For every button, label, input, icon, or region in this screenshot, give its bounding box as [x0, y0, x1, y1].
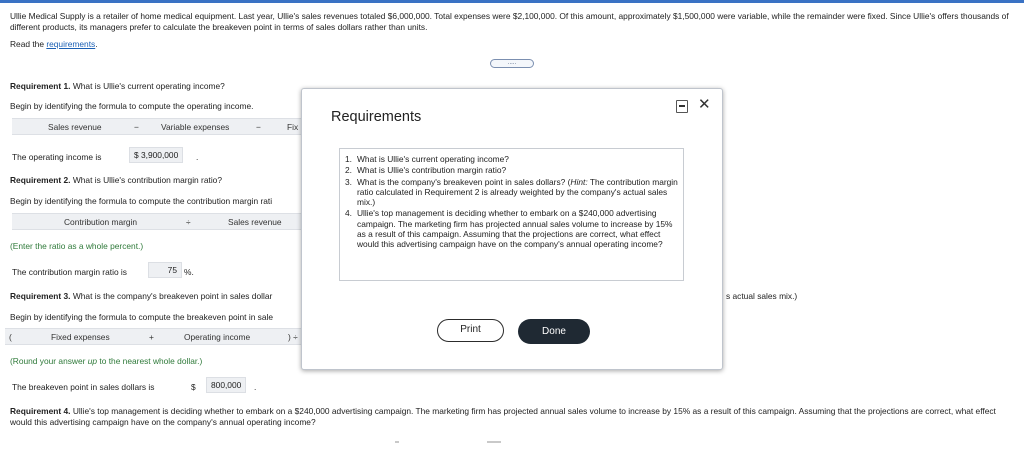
read-requirements-line: Read the requirements. — [10, 39, 98, 49]
requirements-list — [339, 148, 684, 281]
expand-ellipsis-button[interactable]: ..... — [490, 59, 534, 68]
formula-term-fixed-expenses[interactable]: Fix — [287, 122, 299, 132]
requirements-modal — [301, 88, 723, 370]
formula-term-variable-expenses[interactable]: Variable expenses — [161, 122, 230, 132]
requirement-3-heading: Requirement 3. What is the company's breakeven point in sales dollar — [10, 291, 273, 301]
requirement-3-instruction: Begin by identifying the formula to compute the breakeven point in sale — [10, 312, 274, 322]
ratio-entry-note: (Enter the ratio as a whole percent.) — [10, 241, 144, 251]
formula-term-contribution-margin[interactable]: Contribution margin — [64, 217, 138, 227]
list-item: 3. What is the company's breakeven point in sales dollars? (Hint: The contribution margin ratio calculated in Requirement 2 is already weighted by the company's actual sales mix.) — [345, 176, 678, 208]
requirement-2-instruction: Begin by identifying the formula to compute the contribution margin rati — [10, 196, 273, 206]
cm-ratio-formula — [12, 213, 302, 230]
intro-section — [10, 11, 1010, 50]
rounding-note: (Round your answer up to the nearest whole dollar.) — [10, 356, 203, 366]
close-icon[interactable]: ✕ — [698, 96, 711, 113]
formula-term-sales-revenue[interactable]: Sales revenue — [228, 217, 282, 227]
top-accent-bar — [0, 0, 1024, 3]
formula-term-operating-income[interactable]: Operating income — [184, 332, 251, 342]
list-item: 1. What is Ullie's current operating income? — [345, 154, 509, 164]
operating-income-answer[interactable]: $ 3,900,000 — [129, 147, 183, 163]
cut-off-content-mark — [487, 441, 501, 443]
cut-off-content-mark — [395, 441, 399, 443]
list-item: 4. Ullie's top management is deciding whether to embark on a $240,000 advertising campaign. The marketing firm has projected annual sales volume to increase by 15% as a result of this campaign. Assuming that the projections are correct, what effect would this advertising campaign have on the company's annual operating income? — [345, 208, 673, 250]
modal-title: Requirements — [331, 109, 422, 125]
breakeven-formula: ( Fixed expenses + Operating income ) ÷ — [5, 328, 302, 345]
breakeven-answer[interactable]: 800,000 — [206, 377, 246, 393]
formula-operator: ÷ — [186, 217, 191, 227]
requirements-link[interactable]: requirements — [46, 39, 96, 49]
formula-operator: − — [256, 122, 261, 132]
requirement-3-trailing-text: s actual sales mix.) — [726, 291, 798, 301]
problem-statement: Ullie Medical Supply is a retailer of home medical equipment. Last year, Ullie's sales revenues totaled $6,000,000. Total expenses were $2,100,000. Of this amount, approximately $1,500,000 were variable, while the remainder were fixed. Since Ullie's offers thousands of different products, its managers prefer to calculate the breakeven point in terms of sales dollars rather than units. — [10, 11, 1009, 32]
requirement-1-instruction: Begin by identifying the formula to compute the operating income. — [10, 101, 254, 111]
operating-income-formula — [12, 118, 302, 135]
minimize-icon[interactable] — [676, 100, 688, 113]
cm-ratio-answer[interactable]: 75 — [148, 262, 182, 278]
cm-ratio-label: The contribution margin ratio is — [12, 267, 127, 277]
formula-operator: + — [149, 332, 154, 342]
done-button[interactable]: Done — [518, 319, 590, 344]
breakeven-label: The breakeven point in sales dollars is — [12, 382, 155, 392]
print-button[interactable]: Print — [437, 319, 504, 342]
requirement-1-heading: Requirement 1. What is Ullie's current operating income? — [10, 81, 225, 91]
requirement-2-heading: Requirement 2. What is Ullie's contribution margin ratio? — [10, 175, 222, 185]
formula-term-sales-revenue[interactable]: Sales revenue — [48, 122, 102, 132]
operating-income-label: The operating income is — [12, 152, 102, 162]
formula-operator: − — [134, 122, 139, 132]
list-item: 2. What is Ullie's contribution margin ratio? — [345, 165, 507, 176]
formula-term-fixed-expenses[interactable]: Fixed expenses — [51, 332, 110, 342]
requirement-4-heading: Requirement 4. Ullie's top management is deciding whether to embark on a $240,000 advertising campaign. The marketing firm has projected annual sales volume to increase by 15% as a result of this campaign. Assuming that the projections are correct, what effect would this advertising campaign have on the company's annual operating income? — [10, 406, 996, 427]
